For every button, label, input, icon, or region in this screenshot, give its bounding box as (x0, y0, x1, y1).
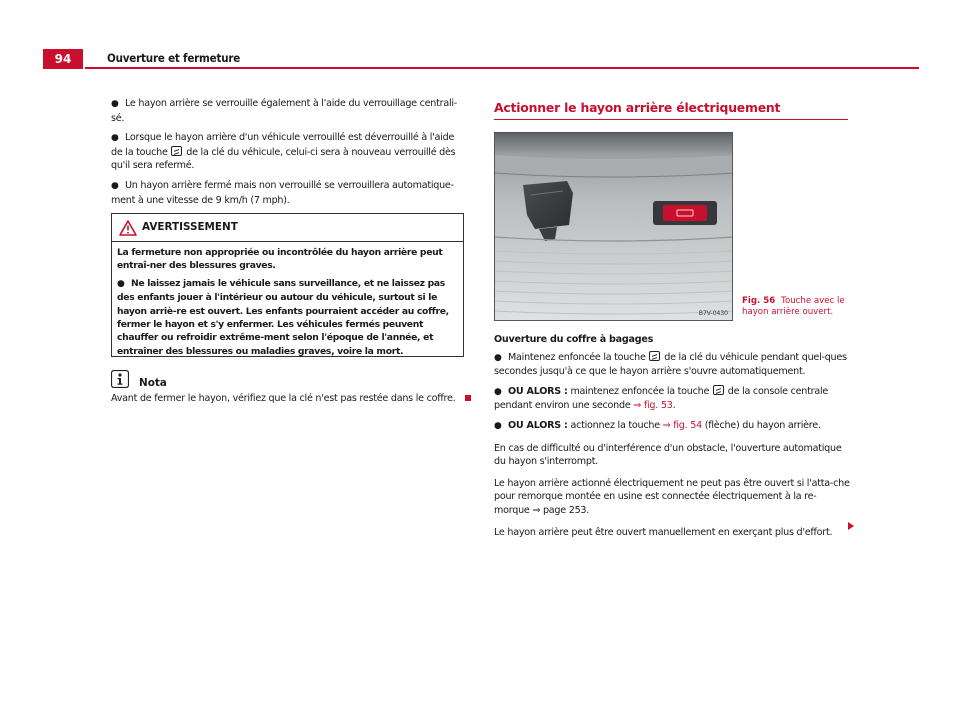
note-body: Avant de fermer le hayon, vérifiez que la clé n'est pas restée dans le coffre. (111, 393, 456, 404)
bullet-paragraph (494, 385, 850, 413)
bullet-text: de la clé du véhicule pendant quel-ques secondes jusqu'à ce que le hayon arrière s'ouvre automatiquement. (494, 351, 847, 378)
bullet-icon: ● (111, 133, 119, 144)
subheading: Ouverture du coffre à bagages (494, 334, 654, 345)
bullet-text: Un hayon arrière fermé mais non verrouillé se verrouillera automatique-ment à une vitesse de 9 km/h (7 mph). (111, 179, 454, 206)
bullet-text: actionnez la touche (570, 419, 660, 431)
paragraph: Le hayon arrière actionné électriquement ne peut pas être ouvert si l'atta-che pour remorque montée en usine est connectée électriquement à la re-morque ⇒ page 253. (494, 477, 850, 516)
bullet-text: Lorsque le hayon arrière d'un véhicule verrouillé est déverrouillé à l'aide de la touche (111, 132, 455, 158)
section-end-marker (465, 395, 471, 401)
warning-header (112, 214, 463, 242)
section-title: Actionner le hayon arrière électriquement (494, 100, 781, 115)
warning-body (112, 242, 463, 358)
right-column-text (494, 333, 850, 545)
bullet-paragraph (494, 419, 850, 434)
bullet-icon: ● (494, 420, 502, 431)
chapter-title: Ouverture et fermeture (107, 51, 241, 65)
bullet-text-end: . (672, 400, 676, 412)
bullet-icon: ● (117, 278, 125, 289)
trunk-key-icon (171, 146, 182, 156)
continue-arrow-icon (848, 522, 854, 530)
bullet-text: maintenez enfoncée la touche (570, 385, 710, 397)
bullet-text: (flèche) du hayon arrière. (704, 419, 821, 431)
warning-bullet-text: Ne laissez jamais le véhicule sans surveillance, et ne laissez pas des enfants jouer à l'intérieur ou autour du véhicule, surtout si le hayon arriè-re est ouvert. Les enfants pourraient accéder au coffre, fermer le hayon et s'y enfermer. Les véhicules fermés peuvent chauffer ou refroidir extrême-ment selon l'époque de l'année, et entraîner des blessures ou maladies graves, voire la mort. (117, 277, 449, 357)
warning-bullet (117, 277, 458, 358)
note-text (111, 392, 481, 406)
paragraph: Le hayon arrière peut être ouvert manuellement en exerçant plus d'effort. (494, 526, 833, 538)
bullet-paragraph (494, 351, 850, 379)
bullet-paragraph (111, 131, 464, 173)
bullet-lead: OU ALORS : (508, 419, 568, 431)
info-note-icon (111, 370, 129, 388)
bullet-text: de la console centrale pendant environ une seconde (494, 385, 829, 412)
bullet-text: Maintenez enfoncée la touche (508, 351, 646, 363)
figure-caption (742, 296, 852, 317)
warning-intro: La fermeture non appropriée ou incontrôlée du hayon arrière peut entraî-ner des blessures graves. (117, 247, 443, 272)
header-rule (85, 67, 919, 69)
figure-label: Fig. 56 (742, 296, 776, 306)
figure-code: B7V-0430 (698, 310, 728, 317)
bullet-text: Le hayon arrière se verrouille également à l'aide du verrouillage centrali-sé. (111, 98, 458, 124)
bullet-icon: ● (111, 99, 119, 109)
bullet-icon: ● (494, 386, 502, 397)
bullet-text: de la clé du véhicule, celui-ci sera à nouveau verrouillé dès qu'il sera refermé. (111, 146, 456, 172)
warning-triangle-icon (119, 220, 137, 236)
figure-reference-link[interactable]: ⇒ fig. 53 (633, 400, 673, 412)
left-column (111, 97, 464, 213)
trunk-key-icon (713, 385, 724, 395)
figure-reference-link[interactable]: ⇒ fig. 54 (662, 419, 702, 431)
bullet-icon: ● (111, 180, 119, 191)
note-title: Nota (139, 377, 167, 389)
trunk-illustration (495, 133, 733, 321)
warning-title: AVERTISSEMENT (142, 221, 238, 233)
bullet-paragraph (111, 97, 464, 125)
bullet-paragraph (111, 179, 464, 207)
bullet-lead: OU ALORS : (508, 385, 568, 397)
page-number: 94 (43, 49, 83, 69)
trunk-key-icon (649, 351, 660, 361)
figure-trunk-button (494, 132, 733, 321)
figure-caption-text: Touche avec le hayon arrière ouvert. (742, 296, 845, 317)
paragraph: En cas de difficulté ou d'interférence d'un obstacle, l'ouverture automatique du hayon s'interrompt. (494, 442, 842, 468)
bullet-icon: ● (494, 352, 502, 363)
section-rule (494, 119, 848, 120)
warning-box (111, 213, 464, 357)
